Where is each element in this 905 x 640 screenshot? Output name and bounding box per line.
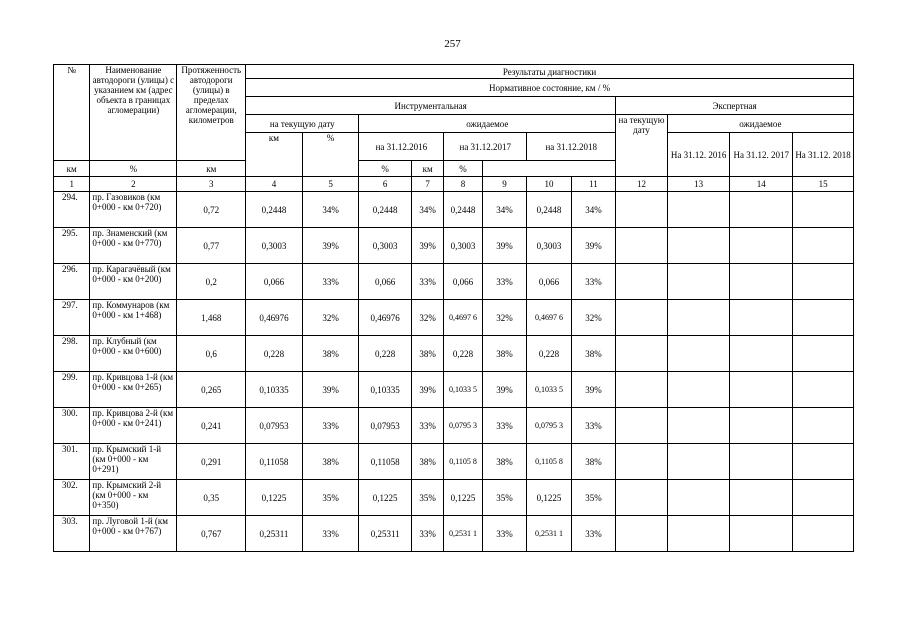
table-row bbox=[54, 516, 854, 552]
cell-empty bbox=[793, 264, 854, 300]
cell-name: пр. Крымский 2-й (км 0+000 - км 0+350) bbox=[90, 480, 177, 516]
cell-c11: 34% bbox=[571, 192, 615, 228]
header-normative: Нормативное состояние, км / % bbox=[246, 79, 854, 97]
header-no: № bbox=[54, 65, 90, 161]
column-number: 3 bbox=[177, 177, 246, 192]
cell-c5: 32% bbox=[302, 300, 359, 336]
cell-c9: 32% bbox=[482, 300, 526, 336]
header-pct: % bbox=[90, 161, 177, 177]
cell-c10: 0,228 bbox=[527, 336, 571, 372]
cell-empty bbox=[730, 228, 793, 264]
header-current-date: на текущую дату bbox=[246, 115, 359, 133]
cell-c10: 0,1033 5 bbox=[527, 372, 571, 408]
cell-name: пр. Коммунаров (км 0+000 - км 1+468) bbox=[90, 300, 177, 336]
cell-name: пр. Кривцова 1-й (км 0+000 - км 0+265) bbox=[90, 372, 177, 408]
cell-empty bbox=[730, 480, 793, 516]
cell-c7: 38% bbox=[411, 336, 443, 372]
cell-c9: 38% bbox=[482, 336, 526, 372]
header-exp-2016: На 31.12. 2016 bbox=[667, 133, 730, 177]
cell-c10: 0,1105 8 bbox=[527, 444, 571, 480]
cell-c7: 38% bbox=[411, 444, 443, 480]
cell-c11: 35% bbox=[571, 480, 615, 516]
cell-empty bbox=[793, 228, 854, 264]
cell-c4: 0,25311 bbox=[246, 516, 303, 552]
table-row bbox=[54, 264, 854, 300]
cell-c4: 0,07953 bbox=[246, 408, 303, 444]
column-number: 12 bbox=[616, 177, 668, 192]
cell-empty bbox=[730, 192, 793, 228]
cell-no: 302. bbox=[54, 480, 90, 516]
header-exp-2018: На 31.12. 2018 bbox=[793, 133, 854, 177]
cell-c5: 39% bbox=[302, 228, 359, 264]
cell-no: 301. bbox=[54, 444, 90, 480]
header-km: км bbox=[54, 161, 90, 177]
cell-c11: 32% bbox=[571, 300, 615, 336]
cell-c7: 33% bbox=[411, 516, 443, 552]
diagnostics-table bbox=[53, 64, 854, 552]
cell-c10: 0,2531 1 bbox=[527, 516, 571, 552]
cell-c5: 33% bbox=[302, 408, 359, 444]
cell-c8: 0,1105 8 bbox=[444, 444, 482, 480]
cell-empty bbox=[667, 480, 730, 516]
cell-c5: 33% bbox=[302, 264, 359, 300]
cell-empty bbox=[616, 264, 668, 300]
column-number: 8 bbox=[444, 177, 482, 192]
cell-c8: 0,2531 1 bbox=[444, 516, 482, 552]
header-2016: на 31.12.2016 bbox=[359, 133, 444, 161]
cell-name: пр. Знаменский (км 0+000 - км 0+770) bbox=[90, 228, 177, 264]
header-results: Результаты диагностики bbox=[246, 65, 854, 79]
cell-length: 0,291 bbox=[177, 444, 246, 480]
cell-empty bbox=[730, 300, 793, 336]
cell-c6: 0,066 bbox=[359, 264, 412, 300]
cell-empty bbox=[616, 480, 668, 516]
cell-empty bbox=[730, 336, 793, 372]
header-expert: Экспертная bbox=[616, 97, 854, 115]
cell-length: 0,6 bbox=[177, 336, 246, 372]
cell-name: пр. Крымский 1-й (км 0+000 - км 0+291) bbox=[90, 444, 177, 480]
cell-c4: 0,228 bbox=[246, 336, 303, 372]
cell-name: пр. Клубный (км 0+000 - км 0+600) bbox=[90, 336, 177, 372]
cell-c7: 33% bbox=[411, 408, 443, 444]
cell-empty bbox=[730, 516, 793, 552]
cell-no: 294. bbox=[54, 192, 90, 228]
table-row bbox=[54, 192, 854, 228]
table-body bbox=[54, 192, 854, 552]
table-row bbox=[54, 372, 854, 408]
cell-c6: 0,25311 bbox=[359, 516, 412, 552]
cell-c10: 0,1225 bbox=[527, 480, 571, 516]
header-pct: % bbox=[359, 161, 412, 177]
cell-c8: 0,228 bbox=[444, 336, 482, 372]
header-expected: ожидаемое bbox=[359, 115, 616, 133]
cell-empty bbox=[667, 300, 730, 336]
cell-c6: 0,07953 bbox=[359, 408, 412, 444]
cell-c8: 0,1033 5 bbox=[444, 372, 482, 408]
cell-c4: 0,3003 bbox=[246, 228, 303, 264]
cell-no: 297. bbox=[54, 300, 90, 336]
cell-empty bbox=[793, 192, 854, 228]
cell-c6: 0,2448 bbox=[359, 192, 412, 228]
cell-c8: 0,3003 bbox=[444, 228, 482, 264]
cell-c9: 33% bbox=[482, 516, 526, 552]
cell-no: 295. bbox=[54, 228, 90, 264]
cell-empty bbox=[616, 336, 668, 372]
cell-empty bbox=[730, 264, 793, 300]
cell-c11: 33% bbox=[571, 264, 615, 300]
cell-c4: 0,10335 bbox=[246, 372, 303, 408]
cell-c4: 0,066 bbox=[246, 264, 303, 300]
cell-c5: 38% bbox=[302, 444, 359, 480]
table-row bbox=[54, 336, 854, 372]
cell-empty bbox=[793, 300, 854, 336]
cell-length: 0,767 bbox=[177, 516, 246, 552]
cell-empty bbox=[667, 264, 730, 300]
cell-empty bbox=[793, 516, 854, 552]
cell-c11: 33% bbox=[571, 408, 615, 444]
cell-c9: 33% bbox=[482, 264, 526, 300]
cell-c5: 33% bbox=[302, 516, 359, 552]
cell-c4: 0,1225 bbox=[246, 480, 303, 516]
cell-c10: 0,3003 bbox=[527, 228, 571, 264]
cell-length: 0,2 bbox=[177, 264, 246, 300]
cell-c6: 0,228 bbox=[359, 336, 412, 372]
header-name: Наименование автодороги (улицы) с указанием км (адрес объекта в границах агломерации) bbox=[90, 65, 177, 161]
cell-c8: 0,1225 bbox=[444, 480, 482, 516]
cell-length: 0,72 bbox=[177, 192, 246, 228]
table-row bbox=[54, 300, 854, 336]
cell-empty bbox=[730, 408, 793, 444]
column-number: 4 bbox=[246, 177, 303, 192]
header-pct: % bbox=[444, 161, 482, 177]
cell-name: пр. Карагачёвый (км 0+000 - км 0+200) bbox=[90, 264, 177, 300]
cell-c10: 0,0795 3 bbox=[527, 408, 571, 444]
cell-c7: 32% bbox=[411, 300, 443, 336]
cell-empty bbox=[616, 444, 668, 480]
cell-c8: 0,066 bbox=[444, 264, 482, 300]
cell-empty bbox=[793, 480, 854, 516]
cell-empty bbox=[616, 300, 668, 336]
cell-no: 296. bbox=[54, 264, 90, 300]
cell-empty bbox=[730, 444, 793, 480]
column-number: 13 bbox=[667, 177, 730, 192]
cell-c4: 0,46976 bbox=[246, 300, 303, 336]
cell-c5: 38% bbox=[302, 336, 359, 372]
cell-c6: 0,10335 bbox=[359, 372, 412, 408]
cell-c9: 35% bbox=[482, 480, 526, 516]
cell-c11: 38% bbox=[571, 336, 615, 372]
cell-c9: 34% bbox=[482, 192, 526, 228]
header-2018: на 31.12.2018 bbox=[527, 133, 616, 161]
cell-c9: 39% bbox=[482, 372, 526, 408]
cell-empty bbox=[616, 372, 668, 408]
cell-c11: 39% bbox=[571, 228, 615, 264]
cell-empty bbox=[667, 336, 730, 372]
column-number: 9 bbox=[482, 177, 526, 192]
cell-c7: 35% bbox=[411, 480, 443, 516]
cell-empty bbox=[667, 444, 730, 480]
cell-c6: 0,1225 bbox=[359, 480, 412, 516]
header-expert-current: на текущую дату bbox=[616, 115, 668, 177]
cell-empty bbox=[616, 228, 668, 264]
column-number: 10 bbox=[527, 177, 571, 192]
header-length: Протяженность автодороги (улицы) в пределах агломерации, километров bbox=[177, 65, 246, 161]
cell-c8: 0,0795 3 bbox=[444, 408, 482, 444]
cell-c9: 39% bbox=[482, 228, 526, 264]
cell-c5: 39% bbox=[302, 372, 359, 408]
cell-c4: 0,2448 bbox=[246, 192, 303, 228]
cell-empty bbox=[793, 408, 854, 444]
cell-no: 299. bbox=[54, 372, 90, 408]
cell-c6: 0,3003 bbox=[359, 228, 412, 264]
cell-empty bbox=[616, 516, 668, 552]
cell-empty bbox=[793, 336, 854, 372]
cell-empty bbox=[793, 444, 854, 480]
cell-length: 0,35 bbox=[177, 480, 246, 516]
cell-length: 0,241 bbox=[177, 408, 246, 444]
header-km: км bbox=[411, 161, 443, 177]
header-expert-expected: ожидаемое bbox=[667, 115, 853, 133]
cell-c6: 0,11058 bbox=[359, 444, 412, 480]
column-number: 1 bbox=[54, 177, 90, 192]
cell-no: 298. bbox=[54, 336, 90, 372]
column-number-row bbox=[54, 177, 854, 192]
cell-c7: 33% bbox=[411, 264, 443, 300]
cell-c7: 39% bbox=[411, 228, 443, 264]
column-number: 14 bbox=[730, 177, 793, 192]
table-row bbox=[54, 480, 854, 516]
cell-c10: 0,4697 6 bbox=[527, 300, 571, 336]
cell-c11: 38% bbox=[571, 444, 615, 480]
cell-c7: 34% bbox=[411, 192, 443, 228]
header-km: км bbox=[177, 161, 246, 177]
cell-empty bbox=[616, 408, 668, 444]
column-number: 2 bbox=[90, 177, 177, 192]
column-number: 15 bbox=[793, 177, 854, 192]
cell-c11: 33% bbox=[571, 516, 615, 552]
cell-c8: 0,2448 bbox=[444, 192, 482, 228]
cell-c8: 0,4697 6 bbox=[444, 300, 482, 336]
column-number: 11 bbox=[571, 177, 615, 192]
cell-empty bbox=[616, 192, 668, 228]
cell-empty bbox=[667, 228, 730, 264]
cell-c6: 0,46976 bbox=[359, 300, 412, 336]
cell-name: пр. Луговой 1-й (км 0+000 - км 0+767) bbox=[90, 516, 177, 552]
cell-no: 303. bbox=[54, 516, 90, 552]
cell-name: пр. Газовиков (км 0+000 - км 0+720) bbox=[90, 192, 177, 228]
cell-no: 300. bbox=[54, 408, 90, 444]
cell-empty bbox=[793, 372, 854, 408]
header-pct: % bbox=[302, 133, 359, 177]
header-instrumental: Инструментальная bbox=[246, 97, 616, 115]
cell-empty bbox=[667, 516, 730, 552]
cell-empty bbox=[730, 372, 793, 408]
column-number: 6 bbox=[359, 177, 412, 192]
cell-c5: 35% bbox=[302, 480, 359, 516]
header-exp-2017: На 31.12. 2017 bbox=[730, 133, 793, 177]
header-km: км bbox=[246, 133, 303, 177]
cell-c9: 33% bbox=[482, 408, 526, 444]
table-row bbox=[54, 408, 854, 444]
cell-length: 0,265 bbox=[177, 372, 246, 408]
cell-empty bbox=[667, 408, 730, 444]
cell-length: 0,77 bbox=[177, 228, 246, 264]
cell-c5: 34% bbox=[302, 192, 359, 228]
cell-length: 1,468 bbox=[177, 300, 246, 336]
cell-c7: 39% bbox=[411, 372, 443, 408]
column-number: 7 bbox=[411, 177, 443, 192]
table-row bbox=[54, 444, 854, 480]
cell-c11: 39% bbox=[571, 372, 615, 408]
cell-empty bbox=[667, 372, 730, 408]
cell-c4: 0,11058 bbox=[246, 444, 303, 480]
column-number: 5 bbox=[302, 177, 359, 192]
cell-c10: 0,2448 bbox=[527, 192, 571, 228]
cell-c10: 0,066 bbox=[527, 264, 571, 300]
cell-empty bbox=[667, 192, 730, 228]
page-number: 257 bbox=[444, 38, 461, 50]
header-2017: на 31.12.2017 bbox=[444, 133, 527, 161]
cell-c9: 38% bbox=[482, 444, 526, 480]
table-row bbox=[54, 228, 854, 264]
cell-name: пр. Кривцова 2-й (км 0+000 - км 0+241) bbox=[90, 408, 177, 444]
